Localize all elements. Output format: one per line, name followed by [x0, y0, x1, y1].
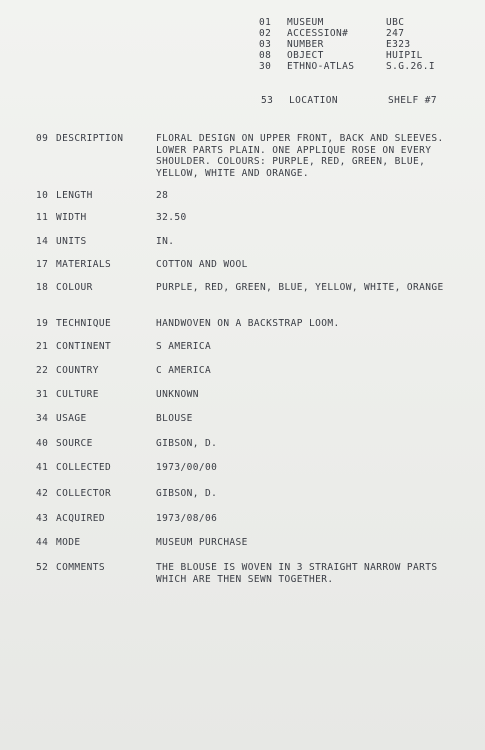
header-row-object	[259, 50, 459, 61]
field-code: 02	[259, 28, 272, 39]
field-value: UNKNOWN	[156, 389, 199, 400]
field-value: BLOUSE	[156, 413, 193, 424]
header-row-museum	[259, 17, 459, 28]
field-code: 41	[36, 462, 49, 473]
field-code: 03	[259, 39, 272, 50]
field-label: ETHNO-ATLAS	[287, 61, 355, 72]
location-row	[261, 95, 461, 107]
field-label: MUSEUM	[287, 17, 324, 28]
header-row-accession	[259, 28, 459, 39]
field-label: MODE	[56, 537, 81, 548]
field-code: 19	[36, 318, 49, 329]
field-label: COLOUR	[56, 282, 93, 293]
field-label: MATERIALS	[56, 259, 112, 270]
field-value: HUIPIL	[386, 50, 423, 61]
field-value: C AMERICA	[156, 365, 212, 376]
field-label: OBJECT	[287, 50, 324, 61]
field-label: COMMENTS	[56, 562, 105, 573]
field-code: 09	[36, 133, 49, 144]
field-label: NUMBER	[287, 39, 324, 50]
field-label: CULTURE	[56, 389, 99, 400]
field-code: 21	[36, 341, 49, 352]
field-code: 08	[259, 50, 272, 61]
field-value: IN.	[156, 236, 175, 247]
field-code: 40	[36, 438, 49, 449]
field-code: 17	[36, 259, 49, 270]
field-value: GIBSON, D.	[156, 488, 218, 499]
header-row-ethno-atlas	[259, 61, 459, 72]
field-label: UNITS	[56, 236, 87, 247]
field-value: GIBSON, D.	[156, 438, 218, 449]
field-code: 01	[259, 17, 272, 28]
field-label: COLLECTOR	[56, 488, 112, 499]
field-label: LOCATION	[289, 95, 338, 106]
field-label: ACQUIRED	[56, 513, 105, 524]
field-value: FLORAL DESIGN ON UPPER FRONT, BACK AND SLEEVES. LOWER PARTS PLAIN. ONE APPLIQUE ROSE ON EVERY SHOULDER. COLOURS: PURPLE, RED, GREEN, BLUE, YELLOW, WHITE AND ORANGE.	[156, 133, 444, 179]
field-code: 22	[36, 365, 49, 376]
field-value: COTTON AND WOOL	[156, 259, 248, 270]
field-code: 53	[261, 95, 274, 106]
field-code: 11	[36, 212, 49, 223]
field-value: S.G.26.I	[386, 61, 435, 72]
field-value: 32.50	[156, 212, 187, 223]
field-label: ACCESSION#	[287, 28, 349, 39]
field-code: 34	[36, 413, 49, 424]
field-label: LENGTH	[56, 190, 93, 201]
field-value: 1973/00/00	[156, 462, 218, 473]
field-code: 42	[36, 488, 49, 499]
field-code: 43	[36, 513, 49, 524]
field-value: 247	[386, 28, 405, 39]
field-value: 1973/08/06	[156, 513, 218, 524]
field-code: 52	[36, 562, 49, 573]
field-label: SOURCE	[56, 438, 93, 449]
field-value: SHELF #7	[388, 95, 437, 106]
field-label: WIDTH	[56, 212, 87, 223]
field-label: COUNTRY	[56, 365, 99, 376]
field-label: DESCRIPTION	[56, 133, 124, 144]
field-value: UBC	[386, 17, 405, 28]
field-code: 44	[36, 537, 49, 548]
field-code: 18	[36, 282, 49, 293]
field-value: S AMERICA	[156, 341, 212, 352]
field-value: E323	[386, 39, 411, 50]
field-code: 10	[36, 190, 49, 201]
field-label: TECHNIQUE	[56, 318, 112, 329]
field-code: 31	[36, 389, 49, 400]
header-row-number	[259, 39, 459, 50]
field-label: USAGE	[56, 413, 87, 424]
field-label: COLLECTED	[56, 462, 112, 473]
field-value: MUSEUM PURCHASE	[156, 537, 248, 548]
field-label: CONTINENT	[56, 341, 112, 352]
field-code: 14	[36, 236, 49, 247]
field-value: HANDWOVEN ON A BACKSTRAP LOOM.	[156, 318, 340, 329]
field-value: 28	[156, 190, 169, 201]
field-value: PURPLE, RED, GREEN, BLUE, YELLOW, WHITE, ORANGE	[156, 282, 444, 293]
field-code: 30	[259, 61, 272, 72]
field-value: THE BLOUSE IS WOVEN IN 3 STRAIGHT NARROW PARTS WHICH ARE THEN SEWN TOGETHER.	[156, 562, 438, 585]
